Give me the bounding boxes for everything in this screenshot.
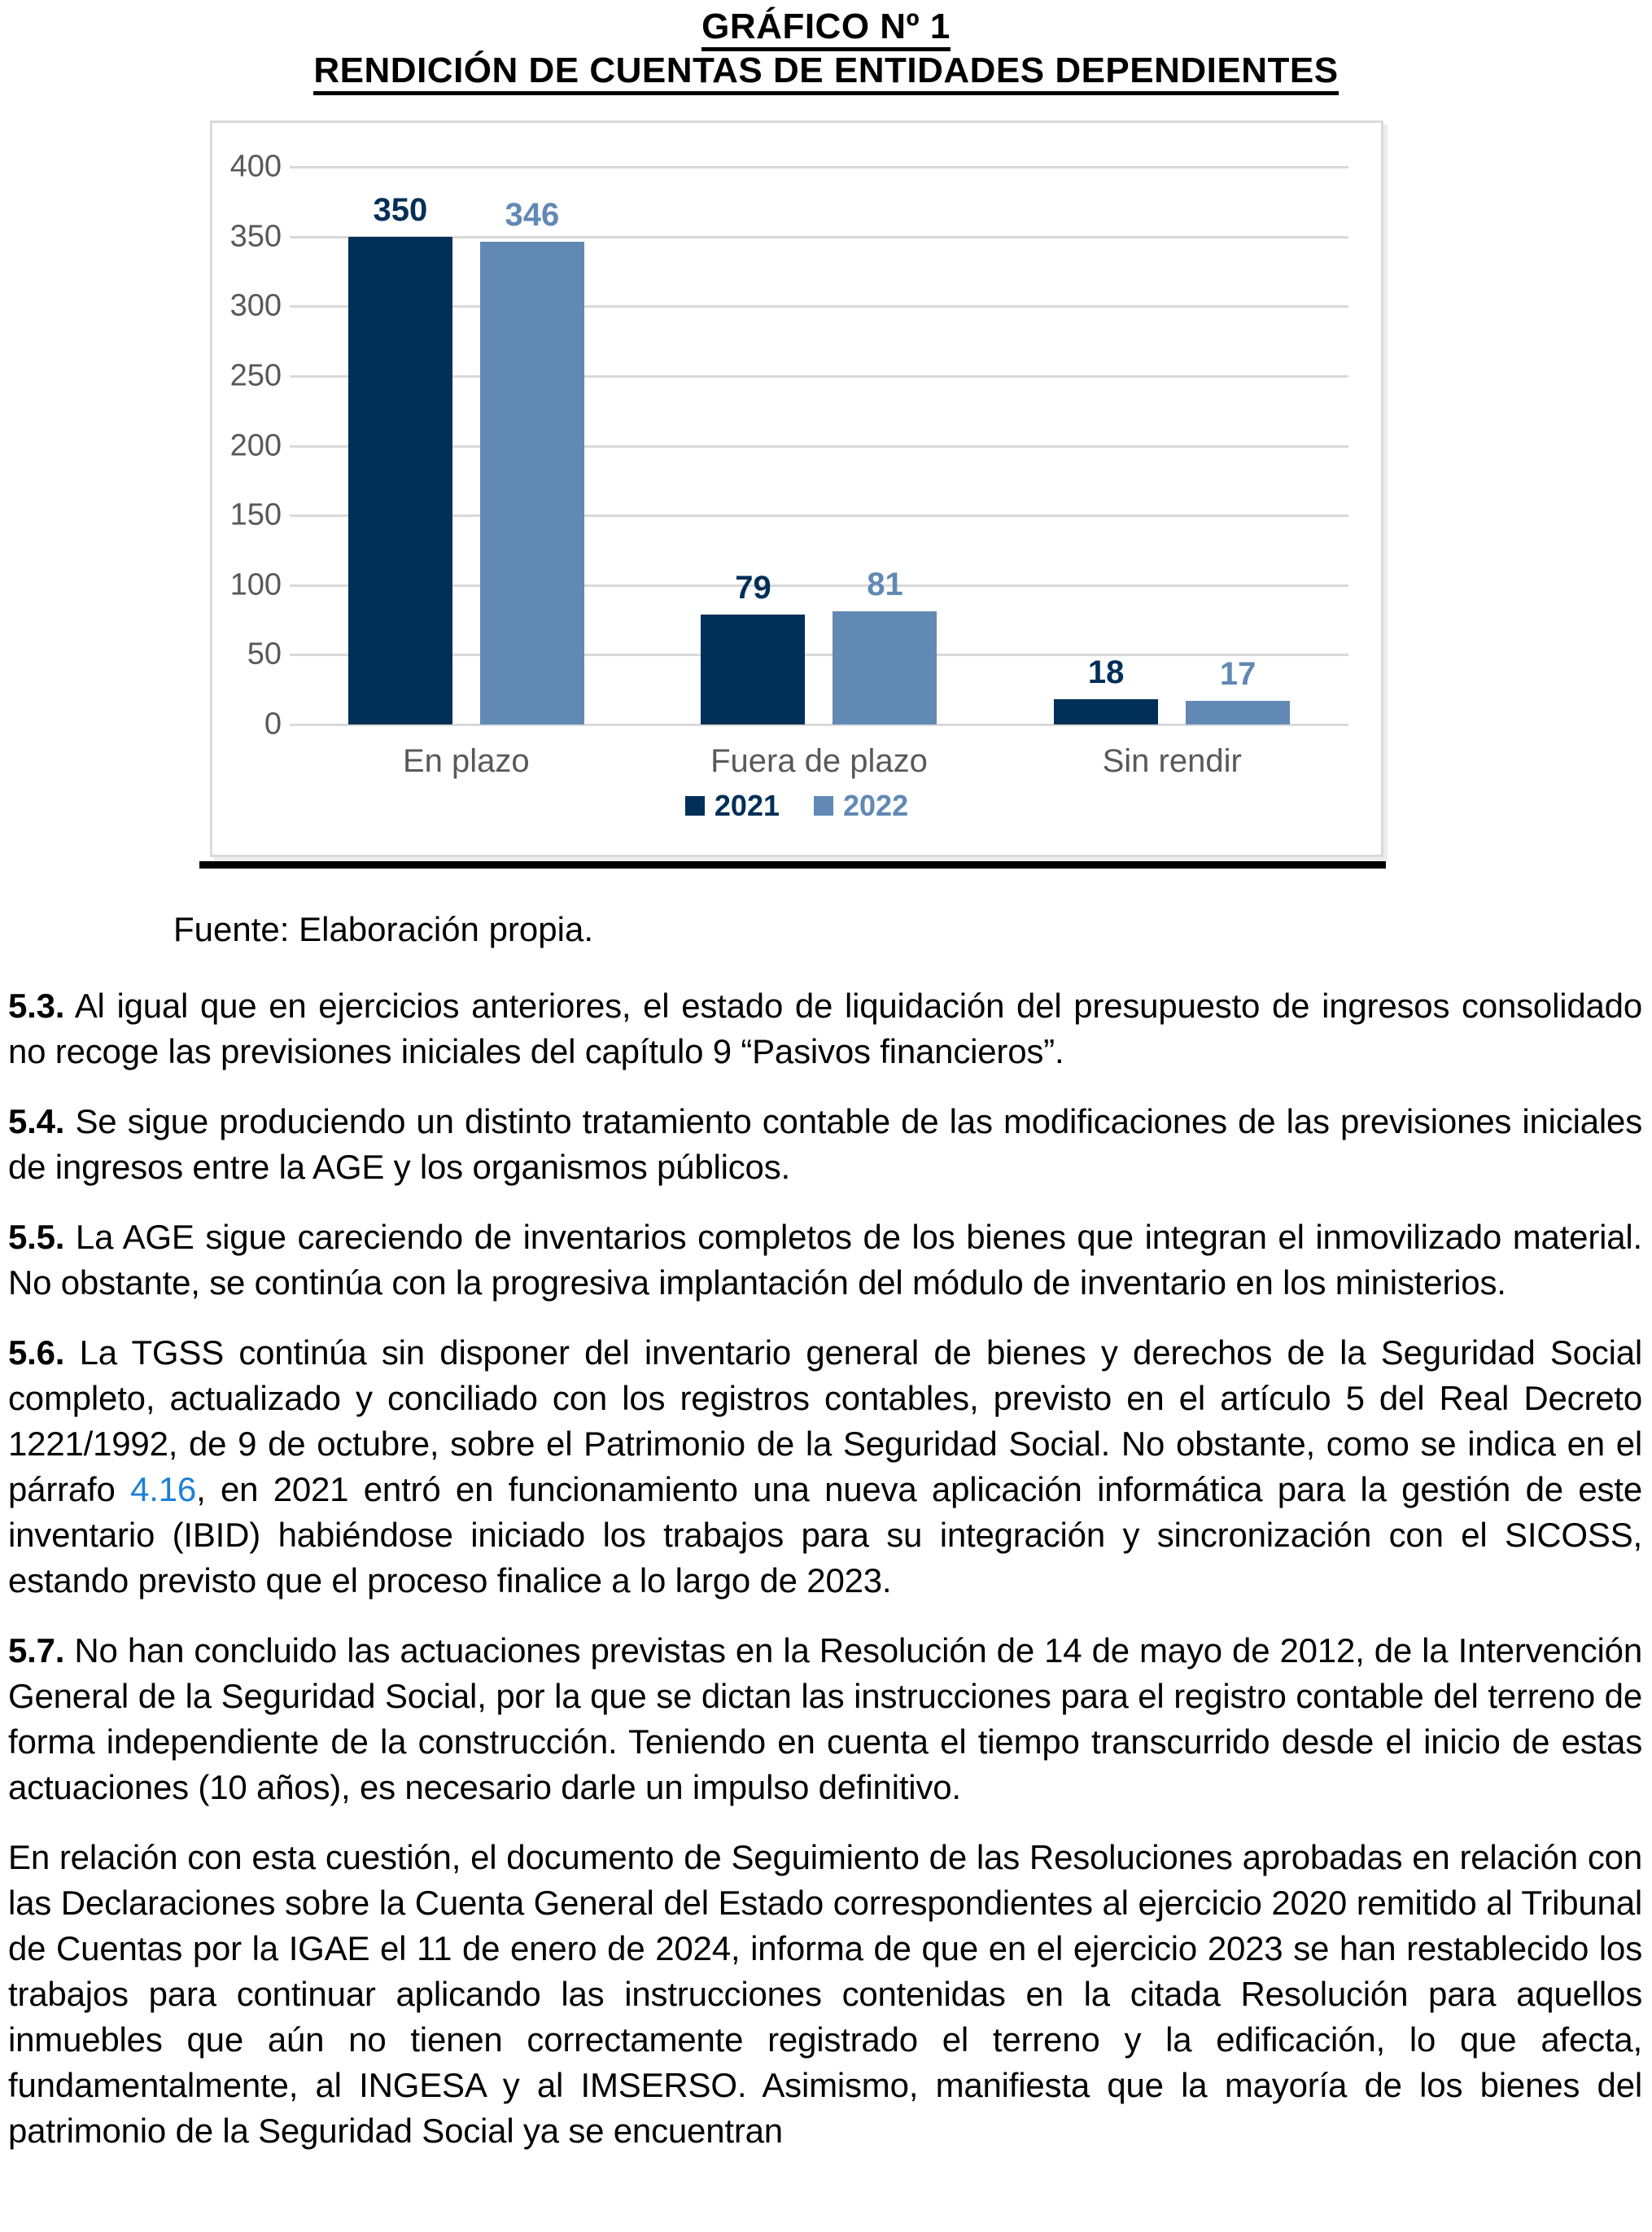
chart-title-line-2 <box>0 49 1652 93</box>
chart-title-text-1: GRÁFICO Nº 1 <box>701 7 951 51</box>
legend-label-2022: 2022 <box>843 789 909 822</box>
paragraph-number: 5.5. <box>8 1218 65 1256</box>
paragraph-text: La AGE sigue careciendo de inventarios completos de los bienes que integran el inmovilizado material. No obstante, se continúa con la progresiva implantación del módulo de inventario en los ministerios. <box>8 1218 1642 1302</box>
paragraph-number: 5.7. <box>8 1631 65 1670</box>
category-label-sin-rendir: Sin rendir <box>1102 743 1242 779</box>
chart-legend <box>212 789 1381 823</box>
y-axis-tick-350: 350 <box>229 219 282 254</box>
paragraph-5 <box>8 1628 1642 1810</box>
bar-column-2022-en-plazo <box>480 197 584 724</box>
y-axis-tick-150: 150 <box>229 497 282 532</box>
data-label-2022-sin-rendir: 17 <box>1219 656 1256 692</box>
y-axis-tick-300: 300 <box>229 288 282 323</box>
paragraph-text: En relación con esta cuestión, el documento de Seguimiento de las Resoluciones aprobadas en relación con las Declaraciones sobre la Cuenta General del Estado correspondientes al ejercicio 2020 remitido al Tribunal de Cuentas por la IGAE el 11 de enero de 2024, informa de que en el ejercicio 2023 se han restablecido los trabajos para continuar aplicando las instrucciones contenidas en la citada Resolución para aquellos inmuebles que aún no tienen correctamente registrado el terreno y la edificación, lo que afecta, fundamentalmente, al INGESA y al IMSERSO. Asimismo, manifiesta que la mayoría de los bienes del patrimonio de la Seguridad Social ya se encuentran <box>8 1838 1642 2150</box>
bar-group-sin-rendir <box>995 167 1348 724</box>
paragraph-text: Se sigue produciendo un distinto tratamiento contable de las modificaciones de las previsiones iniciales de ingresos entre la AGE y los organismos públicos. <box>8 1102 1642 1186</box>
data-label-2022-fuera-de-plazo: 81 <box>867 567 903 602</box>
paragraph-text: No han concluido las actuaciones previstas en la Resolución de 14 de mayo de 2012, de la Intervención General de la Seguridad Social, por la que se dictan las instrucciones para el registro contable del terreno de forma independiente de la construcción. Teniendo en cuenta el tiempo transcurrido desde el inicio de estas actuaciones (10 años), es necesario darle un impulso definitivo. <box>8 1631 1642 1806</box>
y-axis-tick-200: 200 <box>229 428 282 462</box>
bar-2022-sin-rendir <box>1186 701 1290 724</box>
plot-area <box>229 149 1348 742</box>
y-axis-tick-100: 100 <box>229 567 282 602</box>
horizontal-rule <box>199 861 1386 869</box>
paragraph-number: 5.4. <box>8 1102 65 1140</box>
category-axis <box>290 743 1348 780</box>
bar-2021-en-plazo <box>348 237 452 724</box>
bar-group-fuera-de-plazo <box>643 167 996 724</box>
paragraph-text: Al igual que en ejercicios anteriores, el estado de liquidación del presupuesto de ingresos consolidado no recoge las previsiones iniciales del capítulo 9 “Pasivos financieros”. <box>8 987 1642 1070</box>
bar-column-2021-fuera-de-plazo <box>701 570 805 724</box>
bar-group-en-plazo <box>290 167 643 724</box>
bar-chart <box>210 120 1383 857</box>
bar-column-2021-sin-rendir <box>1054 654 1158 724</box>
category-label-en-plazo: En plazo <box>403 743 530 779</box>
chart-title-text-2: RENDICIÓN DE CUENTAS DE ENTIDADES DEPENDIENTES <box>313 50 1338 95</box>
body-text <box>8 983 1642 2178</box>
paragraph-2 <box>8 1099 1642 1190</box>
data-label-2021-en-plazo: 350 <box>373 192 428 228</box>
bar-column-2021-en-plazo <box>348 192 452 724</box>
y-axis-tick-250: 250 <box>229 358 282 393</box>
category-label-fuera-de-plazo: Fuera de plazo <box>710 743 928 779</box>
legend-item-2022 <box>814 789 908 823</box>
y-axis-tick-50: 50 <box>247 637 282 672</box>
bar-2021-fuera-de-plazo <box>701 615 805 724</box>
legend-swatch-2022 <box>814 796 833 816</box>
paragraph-4 <box>8 1330 1642 1604</box>
chart-title-line-1 <box>0 5 1652 49</box>
paragraph-3 <box>8 1214 1642 1306</box>
bar-2021-sin-rendir <box>1054 699 1158 724</box>
paragraph-6 <box>8 1835 1642 2154</box>
y-axis-tick-400: 400 <box>229 149 282 184</box>
legend-label-2021: 2021 <box>714 789 780 822</box>
bar-2022-fuera-de-plazo <box>833 611 937 724</box>
cross-reference-link[interactable]: 4.16 <box>130 1470 197 1508</box>
bar-column-2022-sin-rendir <box>1186 656 1290 724</box>
paragraph-number: 5.3. <box>8 987 65 1025</box>
paragraph-text: , en 2021 entró en funcionamiento una nueva aplicación informática para la gestión de este inventario (IBID) habiéndose iniciado los trabajos para su integración y sincronización con el SICOSS, estando previsto que el proceso finalice a lo largo de 2023. <box>8 1470 1642 1600</box>
bar-2022-en-plazo <box>480 242 584 724</box>
chart-title-block <box>0 5 1652 93</box>
data-label-2021-fuera-de-plazo: 79 <box>735 570 771 606</box>
paragraph-1 <box>8 983 1642 1074</box>
legend-swatch-2021 <box>685 796 705 816</box>
source-note: Fuente: Elaboración propia. <box>173 910 593 948</box>
paragraph-number: 5.6. <box>8 1333 65 1372</box>
y-axis-tick-0: 0 <box>264 707 282 742</box>
bar-column-2022-fuera-de-plazo <box>833 567 937 724</box>
paragraph-text: La TGSS continúa sin disponer del inventario general de bienes y derechos de la Seguridad Social completo, actualizado y conciliado con los registros contables, previsto en el artículo 5 del Real Decreto 1221/1992, de 9 de octubre, sobre el Patrimonio de la Seguridad Social. No obstante, como se indica en el párrafo <box>8 1333 1642 1508</box>
legend-item-2021 <box>685 789 780 823</box>
data-label-2022-en-plazo: 346 <box>505 197 560 233</box>
data-label-2021-sin-rendir: 18 <box>1087 654 1125 690</box>
